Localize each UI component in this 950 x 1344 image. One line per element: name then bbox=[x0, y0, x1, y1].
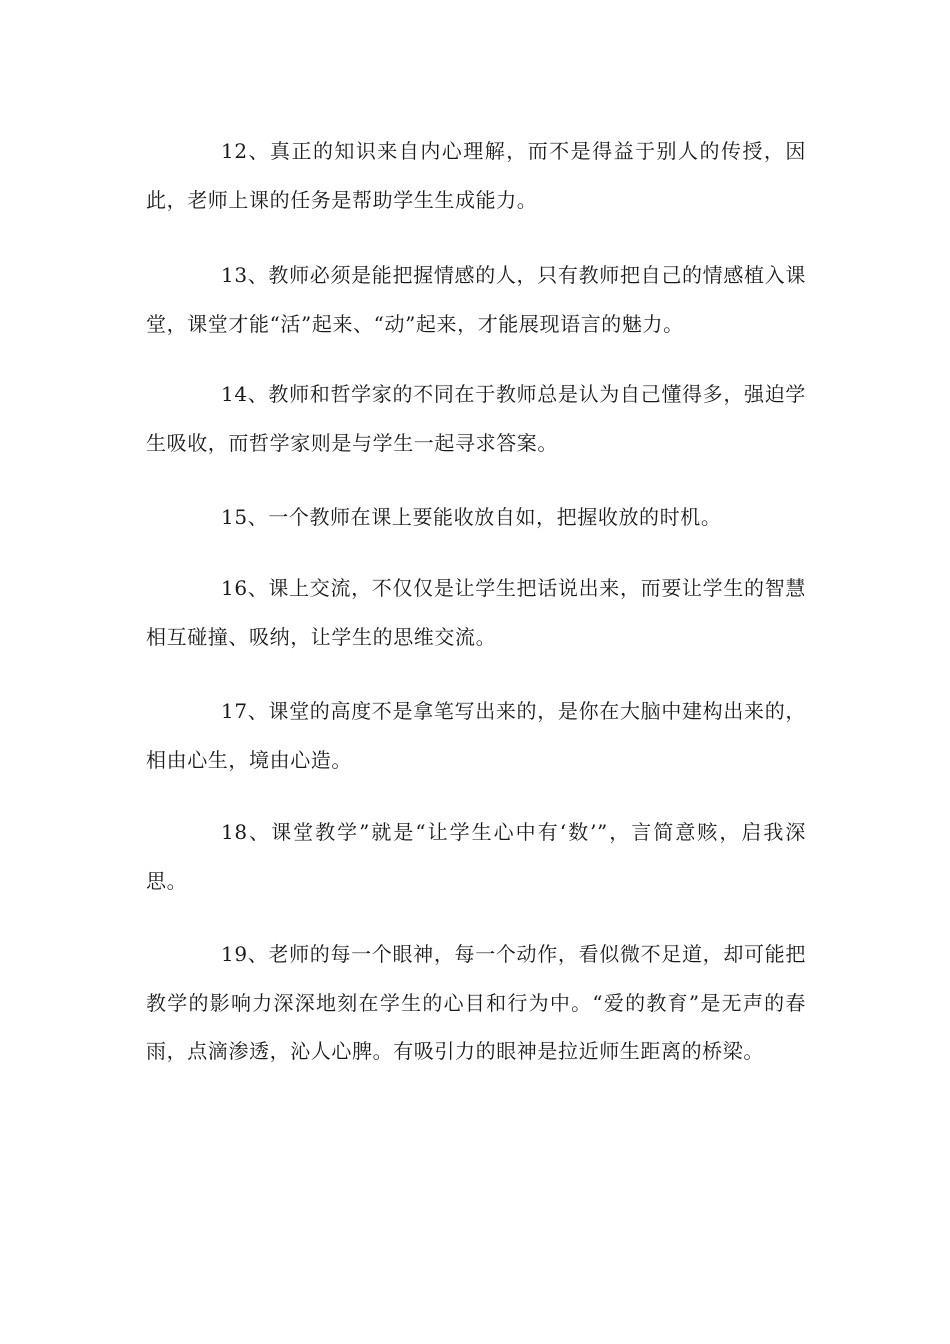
paragraph-13: 13、教师必须是能把握情感的人，只有教师把自己的情感植入课堂，课堂才能“活”起来、“动”起来，才能展现语言的魅力。 bbox=[146, 263, 806, 336]
paragraph-14: 14、教师和哲学家的不同在于教师总是认为自己懂得多，强迫学生吸收，而哲学家则是与学生一起寻求答案。 bbox=[146, 382, 806, 455]
paragraph-18: 18、课堂教学”就是“让学生心中有‘数’”，言简意赅，启我深思。 bbox=[146, 820, 806, 893]
paragraph-16: 16、课上交流，不仅仅是让学生把话说出来，而要让学生的智慧相互碰撞、吸纳，让学生的思维交流。 bbox=[146, 576, 806, 649]
paragraph-15: 15、一个教师在课上要能收放自如，把握收放的时机。 bbox=[221, 505, 722, 529]
paragraph-17: 17、课堂的高度不是拿笔写出来的，是你在大脑中建构出来的，相由心生，境由心造。 bbox=[146, 699, 806, 772]
paragraph-19: 19、老师的每一个眼神，每一个动作，看似微不足道，却可能把教学的影响力深深地刻在学生的心目和行为中。“爱的教育”是无声的春雨，点滴渗透，沁人心脾。有吸引力的眼神是拉近师生距离的桥梁。 bbox=[146, 942, 806, 1063]
paragraph-12: 12、真正的知识来自内心理解，而不是得益于别人的传授，因此，老师上课的任务是帮助学生生成能力。 bbox=[146, 139, 806, 212]
